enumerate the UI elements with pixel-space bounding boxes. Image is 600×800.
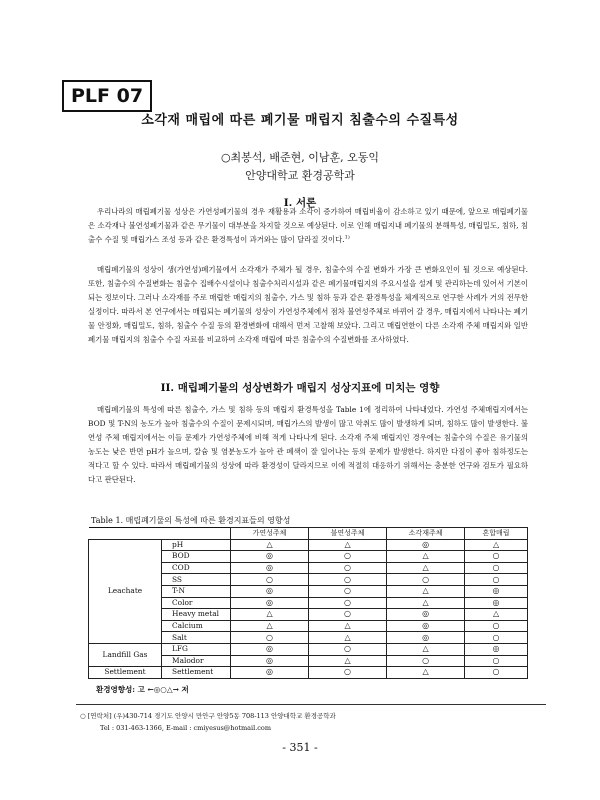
impact-mark-cell: ◎ xyxy=(231,585,309,597)
col-header: 불연성주체 xyxy=(309,528,387,540)
table-legend: 환경영향성: 고 ←◎○△→ 저 xyxy=(96,685,189,694)
table-row xyxy=(89,667,528,679)
impact-mark-cell: △ xyxy=(231,609,309,621)
footnote-contact-tel: Tel : 031-463-1366, E-mail : cmiyesus@hotmail.com xyxy=(100,724,271,732)
impact-mark-cell: ○ xyxy=(387,655,465,667)
impact-mark-cell: ◎ xyxy=(231,655,309,667)
impact-mark-cell: △ xyxy=(387,667,465,679)
impact-mark-cell: △ xyxy=(387,551,465,563)
impact-mark-cell: △ xyxy=(465,539,528,551)
impact-mark-cell: ◎ xyxy=(387,620,465,632)
impact-mark-cell: △ xyxy=(309,632,387,644)
impact-mark-cell: ○ xyxy=(309,551,387,563)
section-heading-intro: I. 서론 xyxy=(283,197,317,209)
impact-mark-cell: ○ xyxy=(387,574,465,586)
table-corner-cell xyxy=(89,528,231,540)
intro-paragraph-2: 매립폐기물의 성상이 생(가연성)폐기물에서 소각재가 주체가 될 경우, 침출수의 수질 변화가 가장 큰 변화요인이 될 것으로 예상된다. 또한, 침출수의 수질변화는 침출수 집배수시설이나 침출수처리시설과 같은 폐기물매립지의 주요시설을 설계 및 관리하는데 있어서 기본이 되는 정보이다. 그러나 소각재를 주로 매립한 매립지의 침출수, 가스 및 침하 등과 같은 환경특성을 체계적으로 연구한 사례가 거의 전무한 실정이다. 따라서 본 연구에서는 매립되는 폐기물의 성상이 가연성주체에서 점차 불연성주체로 바뀌어 갈 경우, 매립지에서 나타나는 폐기물 안정화, 매립밀도, 침하, 침출수 수질 등의 환경변화에 대해서 먼저 고찰해 보았다. 그리고 매립연한이 다른 소각재 주체 매립지와 일반폐기물 매립지의 침출수 수질 자료를 비교하여 소각재 매립에 따른 침출수의 수질변화를 조사하였다. xyxy=(88,265,528,345)
impact-mark-cell: △ xyxy=(387,585,465,597)
impact-mark-cell: ○ xyxy=(309,643,387,655)
impact-mark-cell: ○ xyxy=(231,632,309,644)
table-caption: Table 1. 매립폐기물의 특성에 따른 환경지표들의 영향성 xyxy=(91,516,291,525)
impact-mark-cell: ○ xyxy=(465,632,528,644)
impact-mark-cell: ○ xyxy=(309,574,387,586)
col-header: 가연성주체 xyxy=(231,528,309,540)
impact-mark-cell: △ xyxy=(465,609,528,621)
impact-mark-cell: ◎ xyxy=(231,551,309,563)
impact-mark-cell: ◎ xyxy=(387,609,465,621)
impact-mark-cell: △ xyxy=(387,643,465,655)
citation-marker: 1) xyxy=(344,234,350,241)
impact-mark-cell: ◎ xyxy=(231,597,309,609)
row-group-label: Landfill Gas xyxy=(89,643,162,666)
parameter-cell: Calcium xyxy=(162,620,231,632)
table-header-row xyxy=(89,528,528,540)
impact-mark-cell: ○ xyxy=(465,667,528,679)
impact-mark-cell: ○ xyxy=(309,597,387,609)
authors: ○최봉석, 배준현, 이남훈, 오동익 xyxy=(220,151,380,164)
impact-mark-cell: △ xyxy=(231,539,309,551)
parameter-cell: Settlement xyxy=(162,667,231,679)
impact-mark-cell: ◎ xyxy=(465,597,528,609)
paper-title: 소각재 매립에 따른 폐기물 매립지 침출수의 수질특성 xyxy=(141,113,459,128)
table-row xyxy=(89,643,528,655)
impact-mark-cell: ○ xyxy=(465,620,528,632)
impact-mark-cell: ○ xyxy=(309,562,387,574)
intro-paragraph-1: 우리나라의 매립폐기물 성상은 가연성폐기물의 경우 재활용과 소각이 증가하여 매립비율이 감소하고 있기 때문에, 앞으로 매립폐기물은 소각재나 불연성폐기물과 같은 무기물이 대부분을 차지할 것으로 예상된다. 이로 인해 매립지내 폐기물의 분해특성, 매립밀도, 침하, 침출수 수질 및 매립가스 조성 등과 같은 환경특성이 과거와는 많이 달라질 것이다.$^{1)}$ xyxy=(88,207,528,245)
section-heading-2: II. 매립폐기물의 성상변화가 매립지 성상지표에 미치는 영향 xyxy=(160,382,440,394)
impact-mark-cell: ○ xyxy=(465,574,528,586)
impact-mark-cell: ◎ xyxy=(387,632,465,644)
impact-mark-cell: △ xyxy=(387,562,465,574)
parameter-cell: T-N xyxy=(162,585,231,597)
impact-mark-cell: ○ xyxy=(465,562,528,574)
impact-mark-cell: ○ xyxy=(309,585,387,597)
impact-mark-cell: ○ xyxy=(465,551,528,563)
impact-mark-cell: ◎ xyxy=(387,539,465,551)
col-header: 혼합매립 xyxy=(465,528,528,540)
impact-mark-cell: △ xyxy=(309,539,387,551)
row-group-label: Settlement xyxy=(89,667,162,679)
parameter-cell: Heavy metal xyxy=(162,609,231,621)
parameter-cell: LFG xyxy=(162,643,231,655)
parameter-cell: SS xyxy=(162,574,231,586)
footnote-contact-address: ○ [연락처] (우)430-714 경기도 안양시 만안구 안양5동 708-113 안양대학교 환경공학과 xyxy=(80,712,336,720)
table-row xyxy=(89,539,528,551)
impact-mark-cell: ○ xyxy=(465,655,528,667)
impact-mark-cell: ◎ xyxy=(231,667,309,679)
parameter-cell: BOD xyxy=(162,551,231,563)
impact-mark-cell: ◎ xyxy=(231,562,309,574)
col-header: 소각재주체 xyxy=(387,528,465,540)
row-group-label: Leachate xyxy=(89,539,162,643)
impact-mark-cell: △ xyxy=(231,620,309,632)
parameter-cell: pH xyxy=(162,539,231,551)
footnote-divider xyxy=(76,704,546,705)
parameter-cell: Salt xyxy=(162,632,231,644)
parameter-cell: Malodor xyxy=(162,655,231,667)
environment-indicator-table xyxy=(88,527,528,679)
parameter-cell: Color xyxy=(162,597,231,609)
impact-mark-cell: ◎ xyxy=(465,643,528,655)
table-body xyxy=(89,539,528,678)
impact-mark-cell: △ xyxy=(309,655,387,667)
impact-mark-cell: ◎ xyxy=(465,585,528,597)
page-number: - 351 - xyxy=(282,741,318,754)
parameter-cell: COD xyxy=(162,562,231,574)
paper-code-tag: PLF 07 xyxy=(62,80,152,112)
impact-mark-cell: ○ xyxy=(309,609,387,621)
impact-mark-cell: △ xyxy=(387,597,465,609)
impact-mark-cell: ◎ xyxy=(231,643,309,655)
impact-mark-cell: ○ xyxy=(309,667,387,679)
affiliation: 안양대학교 환경공학과 xyxy=(245,169,355,182)
impact-mark-cell: △ xyxy=(309,620,387,632)
section2-paragraph: 매립폐기물의 특성에 따른 침출수, 가스 및 침하 등의 매립지 환경특성을 Table 1에 정리하여 나타내었다. 가연성 주체매립지에서는 BOD 및 T-N의 농도가 높아 침출수의 수질이 문제시되며, 매립가스의 발생이 많고 악취도 많이 발생하게 되며, 침하도 많이 발생한다. 불연성 주체 매립지에서는 이들 문제가 가연성주체에 비해 적게 나타나게 된다. 소각재 주체 매립지인 경우에는 침출수의 수질은 유기물의 농도는 낮은 반면 pH가 높으며, 칼슘 및 염분농도가 높아 관 폐색이 잘 일어나는 등의 문제가 발생한다. 하지만 다짐이 좋아 침하정도는 적다고 할 수 있다. 따라서 매립폐기물의 성상에 따라 환경성이 달라지므로 이에 적절히 대응하기 위해서는 충분한 연구와 검토가 필요하다고 판단된다. xyxy=(88,405,528,485)
impact-mark-cell: ○ xyxy=(231,574,309,586)
